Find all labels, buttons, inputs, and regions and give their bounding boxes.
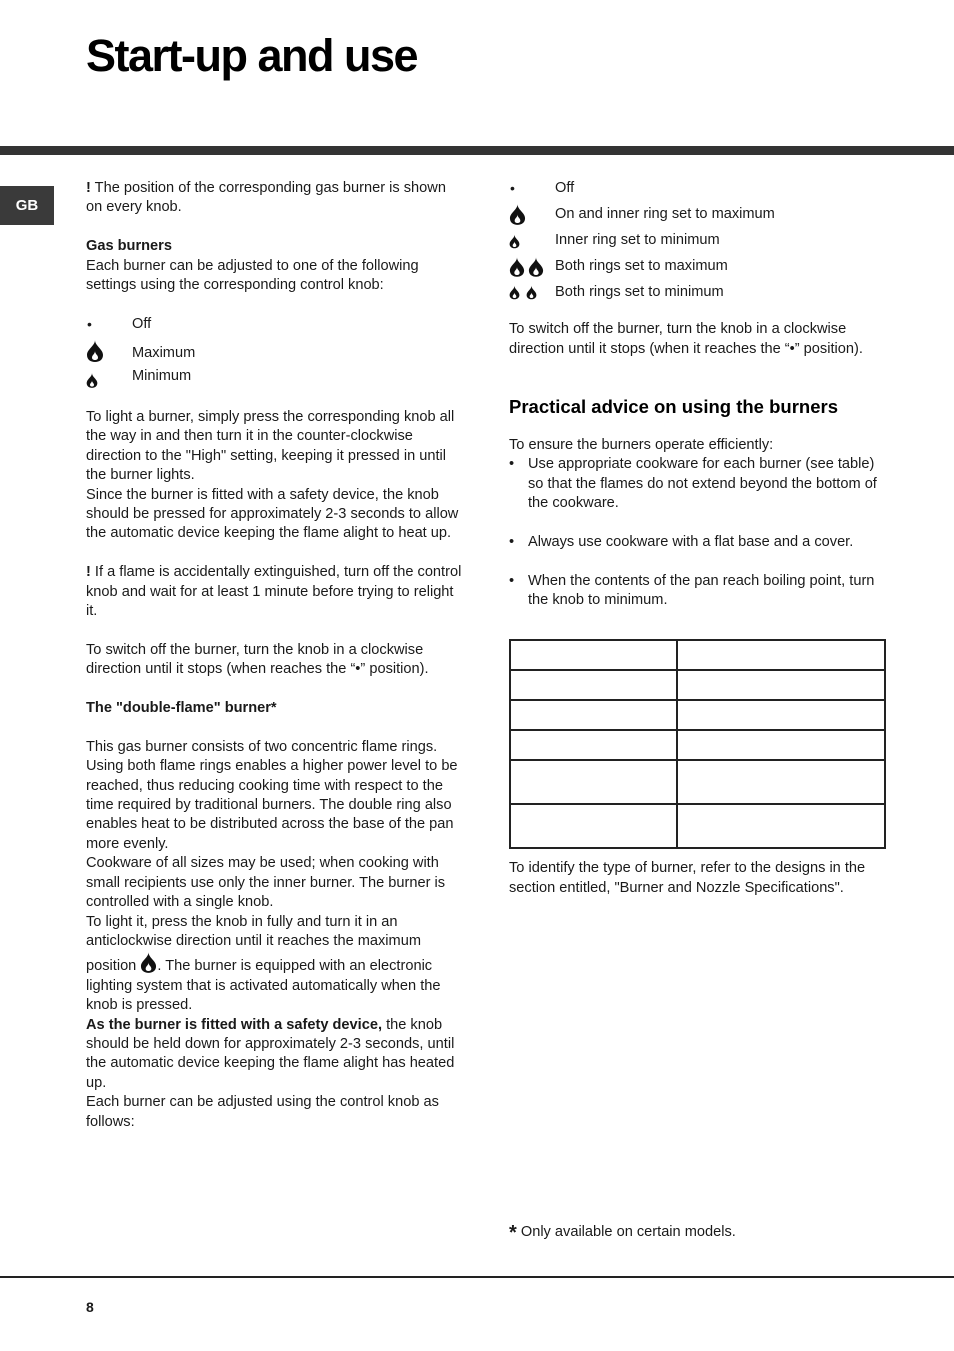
double-flame-paragraph-4: As the burner is fitted with a safety device, the knob should be held down for approximately 2-3 seconds, until the automatic device keeping the flame alight has heated up.: [86, 1016, 455, 1091]
right-column: [509, 179, 887, 898]
large-flame-icon: [509, 203, 526, 226]
asterisk-mark: *: [509, 1222, 517, 1244]
exclamation-mark: !: [86, 564, 91, 581]
knob-settings-list: [86, 315, 466, 389]
page-number: 8: [86, 1299, 94, 1315]
advice-list: [509, 455, 887, 610]
gas-burners-intro: Each burner can be adjusted to one of the following settings using the corresponding control knob:: [86, 257, 419, 294]
table-row: [510, 804, 885, 848]
list-item: • Use appropriate cookware for each burner (see table) so that the flames do not extend beyond the bottom of the cookware.: [509, 455, 887, 513]
large-flame-icon: [86, 339, 104, 363]
table-row: [510, 760, 885, 804]
double-flame-paragraph-5: Each burner can be adjusted using the control knob as follows:: [86, 1094, 439, 1130]
list-item: • Always use cookware with a flat base and a cover.: [509, 533, 887, 552]
switch-off-paragraph: To switch off the burner, turn the knob in a clockwise direction until it stops (when reaches the “•” position).: [86, 641, 429, 678]
gas-burners-heading: Gas burners: [86, 238, 172, 255]
table-row: [510, 730, 885, 760]
light-paragraph-2: Since the burner is fitted with a safety device, the knob should be pressed for approximately 2-3 seconds to allow the automatic device keeping the flame alight to heat up.: [86, 486, 459, 542]
double-flame-paragraph-1: This gas burner consists of two concentric flame rings. Using both flame rings enables a higher power level to be reached, thus reducing cooking time with respect to the time required by traditional burners. The double ring also enables heat to be distributed across the base of the pan more evenly.: [86, 738, 458, 852]
table-row: [510, 640, 885, 670]
setting-inner-max: On and inner ring set to maximum: [509, 203, 887, 226]
identify-burner-paragraph: To identify the type of burner, refer to the designs in the section entitled, "Burner and Nozzle Specifications".: [509, 860, 866, 896]
extinguish-note: ! If a flame is accidentally extinguished, turn off the control knob and wait for at least 1 minute before trying to relight it.: [86, 564, 462, 620]
setting-both-min: Both rings set to minimum: [509, 283, 887, 302]
page-title: Start-up and use: [86, 30, 418, 81]
small-flame-icon: [509, 234, 520, 249]
setting-inner-min: Inner ring set to minimum: [509, 231, 887, 250]
position-note: ! The position of the corresponding gas burner is shown on every knob.: [86, 180, 446, 216]
table-row: [510, 670, 885, 700]
setting-minimum: Minimum: [86, 366, 466, 389]
double-flame-heading: The "double-flame" burner*: [86, 700, 277, 717]
setting-off: • Off: [509, 179, 887, 198]
double-flame-settings-list: [509, 179, 887, 302]
footer-rule: [0, 1276, 954, 1278]
large-flame-icon: [140, 951, 157, 974]
off-dot-icon: •: [510, 180, 515, 196]
header-rule: [0, 146, 954, 155]
burner-cookware-table: [509, 639, 886, 849]
exclamation-mark: !: [86, 180, 91, 196]
practical-advice-heading: Practical advice on using the burners: [509, 396, 838, 418]
list-item: • When the contents of the pan reach boiling point, turn the knob to minimum.: [509, 572, 887, 611]
setting-maximum: Maximum: [86, 338, 466, 363]
setting-both-max: Both rings set to maximum: [509, 256, 887, 278]
double-flame-paragraph-3: To light it, press the knob in fully and turn it in an anticlockwise direction until it reaches the maximum position . The burner is equipped with an electronic lighting system that is activated automatically when the knob is pressed.: [86, 913, 441, 1014]
double-small-flame-icon: [509, 285, 555, 300]
light-paragraph-1: To light a burner, simply press the corresponding knob all the way in and then turn it in the counter-clockwise direction to the "High" setting, keeping it pressed in until the burner lights.: [86, 409, 455, 484]
advice-intro: To ensure the burners operate efficiently:: [509, 436, 774, 453]
double-large-flame-icon: [509, 256, 555, 278]
small-flame-icon: [86, 372, 98, 389]
table-row: [510, 700, 885, 730]
double-flame-paragraph-2: Cookware of all sizes may be used; when cooking with small recipients use only the inner burner. The burner is controlled with a single knob.: [86, 855, 446, 911]
setting-off: • Off: [86, 315, 466, 334]
language-tab: GB: [0, 186, 54, 225]
left-column: [86, 179, 466, 1132]
off-dot-icon: •: [87, 315, 92, 332]
switch-off-paragraph: To switch off the burner, turn the knob in a clockwise direction until it stops (when it reaches the “•” position).: [509, 321, 863, 357]
footnote: * Only available on certain models.: [509, 1222, 736, 1244]
